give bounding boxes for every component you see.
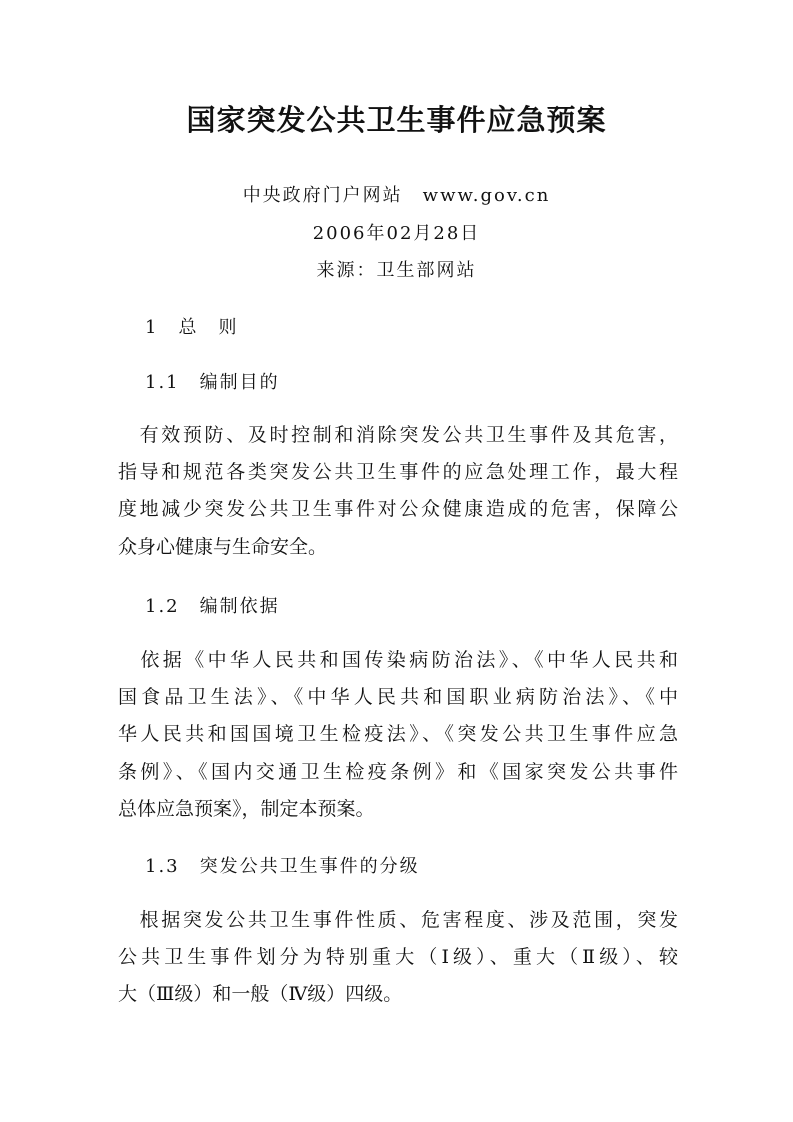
paragraph-classification bbox=[118, 902, 678, 1014]
section-heading-1-2: 1.2 编制依据 bbox=[145, 596, 280, 617]
section-heading-1: 1 总 则 bbox=[145, 317, 239, 338]
paragraph-basis bbox=[118, 642, 678, 828]
text-line: 华人民共和国国境卫生检疫法》、《突发公共卫生事件应急 bbox=[118, 723, 678, 746]
text-line: 依据《中华人民共和国传染病防治法》、《中华人民共和 bbox=[118, 649, 678, 671]
section-heading-1-3: 1.3 突发公共卫生事件的分级 bbox=[145, 856, 420, 877]
text-line: 总体应急预案》，制定本预案。 bbox=[118, 797, 375, 820]
text-line: 条例》、《国内交通卫生检疫条例》和《国家突发公共事件 bbox=[118, 760, 678, 783]
text-line: 国食品卫生法》、《中华人民共和国职业病防治法》、《中 bbox=[118, 686, 678, 709]
text-line: 有效预防、及时控制和消除突发公共卫生事件及其危害， bbox=[118, 424, 678, 446]
publish-date: 2006年02月28日 bbox=[312, 223, 481, 244]
text-line: 根据突发公共卫生事件性质、危害程度、涉及范围，突发 bbox=[118, 909, 678, 931]
document-title: 国家突发公共卫生事件应急预案 bbox=[186, 103, 607, 137]
text-line: 指导和规范各类突发公共卫生事件的应急处理工作，最大程 bbox=[118, 461, 678, 484]
publisher: 中央政府门户网站 www.gov.cn bbox=[242, 185, 551, 206]
text-line: 众身心健康与生命安全。 bbox=[118, 535, 328, 558]
text-line: 公共卫生事件划分为特别重大（Ⅰ级）、重大（Ⅱ级）、较 bbox=[118, 946, 678, 969]
text-line: 度地减少突发公共卫生事件对公众健康造成的危害，保障公 bbox=[118, 498, 678, 521]
paragraph-purpose bbox=[118, 417, 678, 566]
section-heading-1-1: 1.1 编制目的 bbox=[145, 372, 280, 393]
source: 来源：卫生部网站 bbox=[316, 260, 477, 281]
text-line: 大（Ⅲ级）和一般（Ⅳ级）四级。 bbox=[118, 983, 403, 1006]
